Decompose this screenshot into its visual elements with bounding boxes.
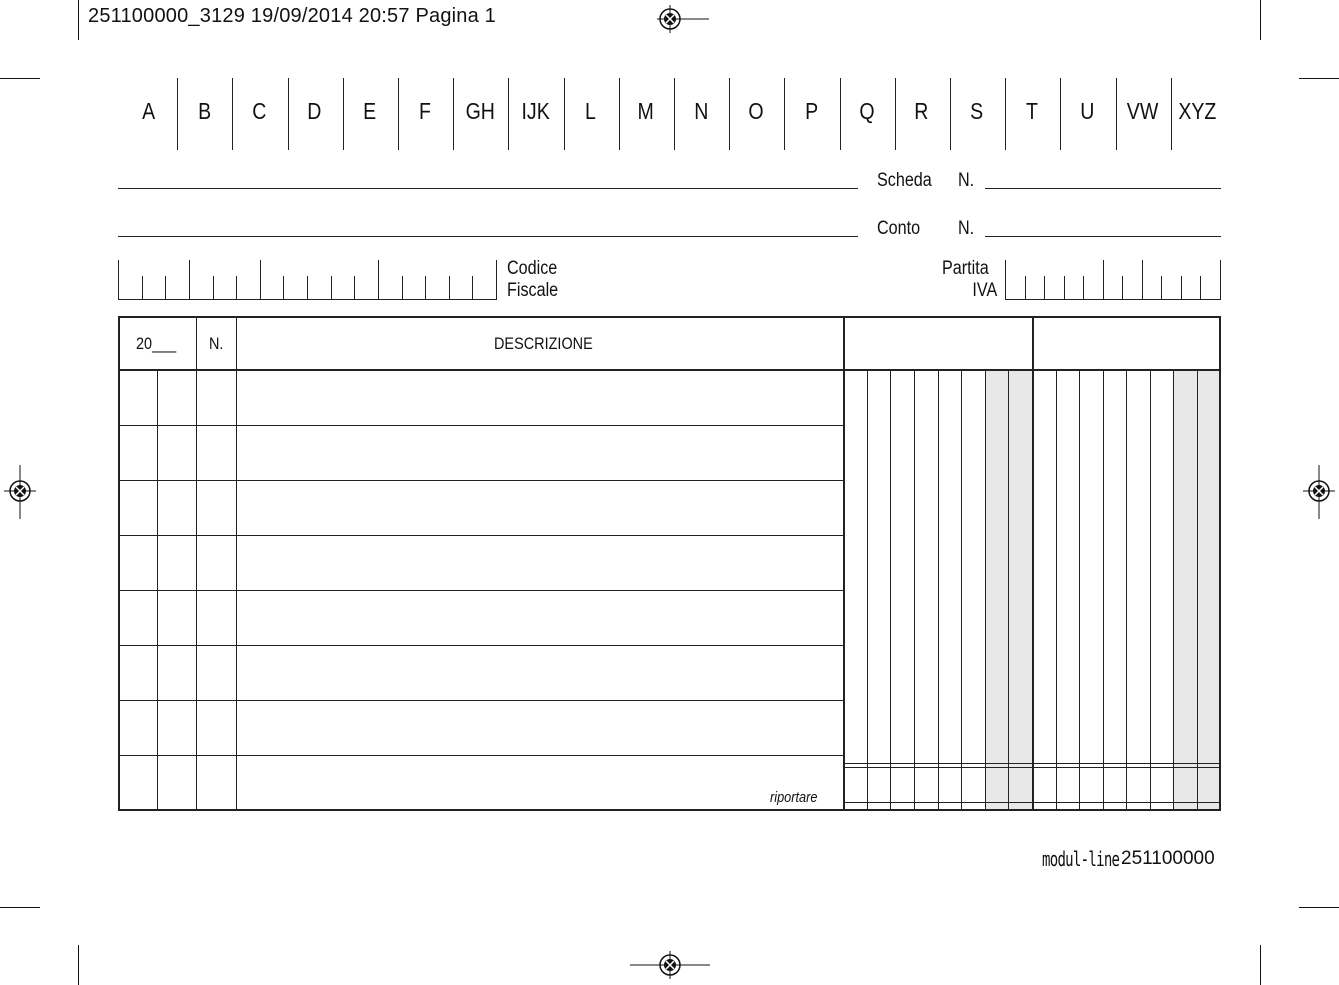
box-tick bbox=[378, 260, 379, 300]
index-separator bbox=[1171, 78, 1172, 150]
box-tick bbox=[142, 276, 143, 300]
index-separator bbox=[508, 78, 509, 150]
crop-mark bbox=[1260, 0, 1261, 40]
box-tick bbox=[1161, 276, 1162, 300]
box-tick bbox=[1122, 276, 1123, 300]
index-letter-text: C bbox=[252, 98, 267, 124]
box-tick bbox=[425, 276, 426, 300]
index-separator bbox=[619, 78, 620, 150]
index-separator bbox=[177, 78, 178, 150]
table-border-left bbox=[118, 316, 120, 810]
row-divider bbox=[118, 700, 843, 701]
index-letter-text: B bbox=[197, 98, 211, 124]
index-letter-text: R bbox=[914, 98, 929, 124]
index-separator bbox=[343, 78, 344, 150]
index-separator bbox=[784, 78, 785, 150]
box-tick bbox=[307, 276, 308, 300]
crop-mark bbox=[0, 78, 40, 79]
box-tick bbox=[402, 276, 403, 300]
digit-divider bbox=[1173, 370, 1174, 810]
partita-iva-label: Partita IVA bbox=[942, 258, 997, 301]
col-divider-amount bbox=[843, 316, 845, 810]
index-letter bbox=[674, 98, 728, 125]
total-rule bbox=[843, 802, 1220, 803]
digit-divider bbox=[961, 370, 962, 810]
index-letter-text: T bbox=[1026, 98, 1039, 124]
box-tick bbox=[331, 276, 332, 300]
codice-fiscale-label: Codice Fiscale bbox=[507, 258, 559, 301]
conto-label: Conto bbox=[877, 218, 921, 239]
box-tick bbox=[1142, 260, 1143, 300]
scheda-label: Scheda bbox=[877, 170, 932, 191]
box-tick bbox=[236, 276, 237, 300]
index-letter-text: A bbox=[142, 98, 156, 124]
index-letter-text: L bbox=[585, 98, 597, 124]
index-separator bbox=[564, 78, 565, 150]
product-code: 251100000 bbox=[1121, 848, 1215, 869]
index-letter-text: D bbox=[307, 98, 322, 124]
col-divider bbox=[196, 316, 197, 810]
digit-divider bbox=[1150, 370, 1151, 810]
carry-over-label: riportare bbox=[770, 789, 818, 806]
col-year-header: 20___ bbox=[136, 334, 177, 353]
print-header: 251100000_3129 19/09/2014 20:57 Pagina 1 bbox=[88, 5, 497, 27]
crop-mark bbox=[0, 907, 40, 908]
box-tick bbox=[1005, 260, 1006, 300]
digit-divider bbox=[1056, 370, 1057, 810]
conto-number-line bbox=[985, 236, 1221, 237]
scheda-number-label: N. bbox=[958, 170, 975, 191]
digit-divider bbox=[1103, 370, 1104, 810]
crop-mark bbox=[78, 0, 79, 40]
crop-mark bbox=[78, 945, 79, 985]
index-letter bbox=[895, 98, 949, 125]
table-border-top bbox=[118, 316, 1220, 318]
total-rule bbox=[843, 763, 1220, 764]
box-tick bbox=[1200, 276, 1201, 300]
col-description-header: DESCRIZIONE bbox=[494, 334, 593, 353]
index-letter bbox=[950, 98, 1004, 125]
digit-divider bbox=[1197, 370, 1198, 810]
index-letter bbox=[232, 98, 286, 125]
digit-divider bbox=[1126, 370, 1127, 810]
address-line bbox=[118, 236, 858, 237]
index-letter-text: VW bbox=[1126, 98, 1159, 124]
table-border-right bbox=[1219, 316, 1221, 811]
box-tick bbox=[1220, 260, 1221, 300]
index-letter bbox=[619, 98, 673, 125]
box-tick bbox=[213, 276, 214, 300]
index-letter-text: GH bbox=[465, 98, 495, 124]
conto-number-label: N. bbox=[958, 218, 975, 239]
row-divider bbox=[118, 645, 843, 646]
index-letter-text: N bbox=[693, 98, 709, 124]
scheda-number-line bbox=[985, 188, 1221, 189]
index-letter bbox=[288, 98, 342, 125]
box-tick bbox=[1025, 276, 1026, 300]
index-letter bbox=[343, 98, 397, 125]
box-tick bbox=[165, 276, 166, 300]
box-tick bbox=[1083, 276, 1084, 300]
index-separator bbox=[1116, 78, 1117, 150]
index-separator bbox=[232, 78, 233, 150]
registration-mark-icon bbox=[1303, 465, 1335, 519]
index-letter-text: M bbox=[637, 98, 654, 124]
index-separator bbox=[895, 78, 896, 150]
index-separator bbox=[674, 78, 675, 150]
index-letter bbox=[177, 98, 231, 125]
box-tick bbox=[1103, 260, 1104, 300]
index-letter bbox=[508, 98, 562, 125]
index-letter-text: Q bbox=[858, 98, 875, 124]
crop-mark bbox=[1299, 78, 1339, 79]
box-tick bbox=[354, 276, 355, 300]
box-tick bbox=[118, 260, 119, 300]
index-letter-text: O bbox=[748, 98, 764, 124]
box-tick bbox=[1044, 276, 1045, 300]
index-letter-text: U bbox=[1080, 98, 1095, 124]
index-separator bbox=[1005, 78, 1006, 150]
digit-divider bbox=[890, 370, 891, 810]
index-separator bbox=[453, 78, 454, 150]
box-tick bbox=[1064, 276, 1065, 300]
row-divider bbox=[118, 425, 843, 426]
registration-mark-icon bbox=[4, 465, 36, 519]
index-separator bbox=[950, 78, 951, 150]
index-letter bbox=[1171, 98, 1225, 125]
crop-mark bbox=[1260, 945, 1261, 985]
index-letter bbox=[1116, 98, 1170, 125]
digit-divider bbox=[938, 370, 939, 810]
box-baseline bbox=[1005, 299, 1220, 300]
box-tick bbox=[189, 260, 190, 300]
index-letter bbox=[840, 98, 894, 125]
index-separator bbox=[288, 78, 289, 150]
index-letter bbox=[453, 98, 507, 125]
box-tick bbox=[1181, 276, 1182, 300]
index-letter bbox=[398, 98, 452, 125]
row-divider bbox=[118, 480, 843, 481]
index-letter bbox=[784, 98, 838, 125]
row-divider bbox=[118, 755, 843, 756]
index-letter-text: E bbox=[363, 98, 377, 124]
col-divider-amount bbox=[1032, 316, 1034, 810]
index-letter-text: P bbox=[804, 98, 818, 124]
col-divider bbox=[236, 316, 237, 810]
digit-divider bbox=[1008, 370, 1009, 810]
index-separator bbox=[1060, 78, 1061, 150]
index-letter bbox=[122, 98, 176, 125]
index-letter bbox=[1005, 98, 1059, 125]
digit-divider bbox=[1079, 370, 1080, 810]
crop-mark bbox=[1299, 907, 1339, 908]
registration-mark-icon bbox=[657, 5, 709, 33]
registration-mark-icon bbox=[630, 951, 710, 979]
index-letter bbox=[564, 98, 618, 125]
col-number-header: N. bbox=[209, 334, 224, 353]
box-tick bbox=[283, 276, 284, 300]
box-tick bbox=[496, 260, 497, 300]
index-letter bbox=[1060, 98, 1114, 125]
box-tick bbox=[472, 276, 473, 300]
index-letter-text: IJK bbox=[521, 98, 550, 124]
box-tick bbox=[260, 260, 261, 300]
index-separator bbox=[398, 78, 399, 150]
digit-divider bbox=[985, 370, 986, 810]
total-rule bbox=[843, 767, 1220, 768]
index-letter-text: S bbox=[970, 98, 984, 124]
name-line bbox=[118, 188, 858, 189]
index-letter bbox=[729, 98, 783, 125]
index-letter-text: F bbox=[419, 98, 431, 124]
index-letter-text: XYZ bbox=[1178, 98, 1217, 124]
row-divider bbox=[118, 590, 843, 591]
row-divider bbox=[118, 535, 843, 536]
box-tick bbox=[449, 276, 450, 300]
digit-divider bbox=[867, 370, 868, 810]
index-separator bbox=[840, 78, 841, 150]
index-separator bbox=[729, 78, 730, 150]
brand-logo: modul-line bbox=[1042, 847, 1120, 871]
digit-divider bbox=[914, 370, 915, 810]
